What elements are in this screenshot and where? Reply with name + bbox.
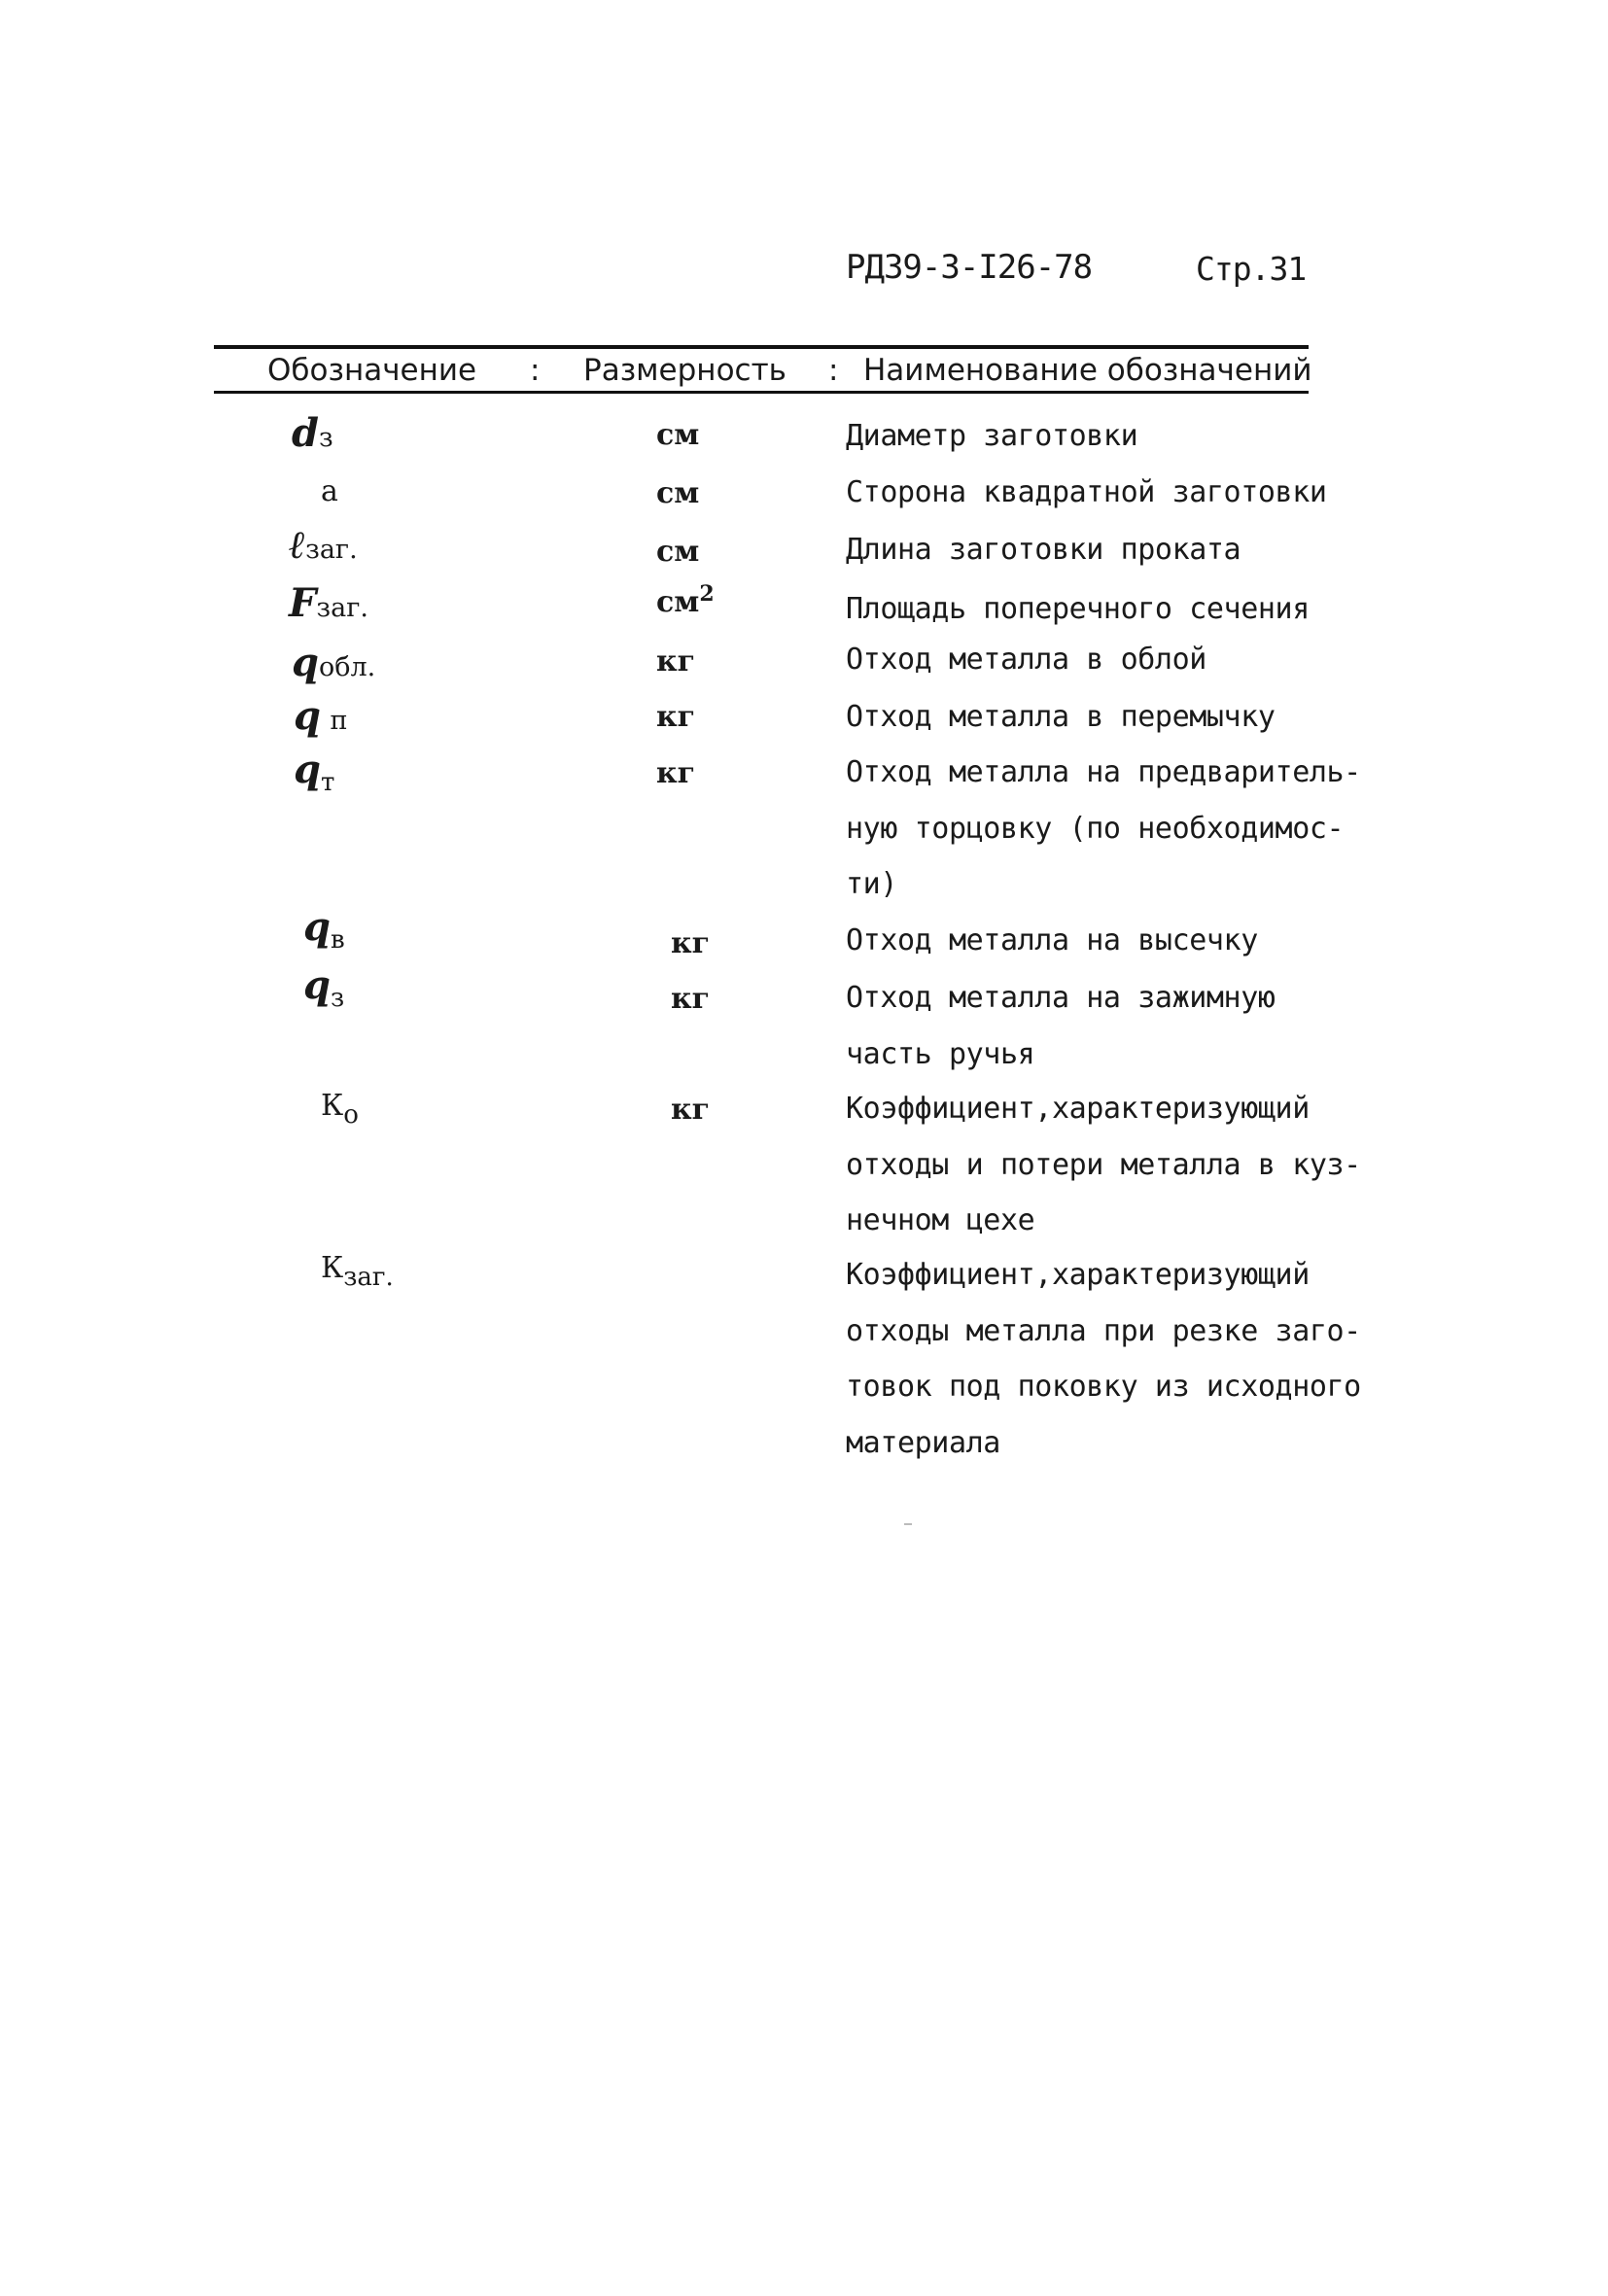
description-line: Площадь поперечного сечения bbox=[846, 592, 1310, 626]
description-line: Коэффициент,характеризующий bbox=[846, 1092, 1310, 1126]
description-line: ти) bbox=[846, 867, 897, 901]
description-line: Отход металла на предваритель- bbox=[846, 755, 1361, 789]
symbol-subscript: заг. bbox=[305, 535, 358, 565]
description-line: Отход металла в облой bbox=[846, 643, 1206, 677]
symbol-cell bbox=[289, 580, 368, 626]
symbol-cell bbox=[289, 522, 358, 568]
description-line: Коэффициент,характеризующий bbox=[846, 1258, 1310, 1292]
symbol-cell bbox=[292, 410, 333, 456]
unit-cell: кг bbox=[656, 644, 696, 678]
symbol-cell bbox=[303, 962, 344, 1013]
page-number: Стр.31 bbox=[1196, 250, 1307, 288]
symbol-cell bbox=[321, 474, 338, 508]
symbol-subscript: п bbox=[330, 706, 348, 736]
description-line: Сторона квадратной заготовки bbox=[846, 475, 1327, 509]
unit-cell: см bbox=[656, 535, 700, 569]
description-cell bbox=[846, 1247, 1390, 1471]
description-line: Отход металла на высечку bbox=[846, 923, 1258, 957]
symbol-letter: F bbox=[289, 580, 317, 626]
unit-cell bbox=[656, 581, 715, 619]
description-cell bbox=[846, 745, 1390, 913]
description-cell bbox=[846, 581, 1390, 638]
unit-cell: см bbox=[656, 418, 700, 452]
description-line: Длина заготовки проката bbox=[846, 533, 1241, 567]
column-header-name: Наименование обозначений bbox=[863, 353, 1312, 388]
symbol-letter: q bbox=[303, 904, 331, 950]
scan-speck bbox=[904, 1523, 912, 1525]
unit-cell: кг bbox=[671, 926, 711, 960]
table-top-rule bbox=[214, 345, 1309, 349]
description-cell bbox=[846, 689, 1390, 746]
column-header-dimension: Размерность bbox=[583, 353, 787, 388]
symbol-subscript: з bbox=[330, 984, 345, 1013]
symbol-cell bbox=[294, 747, 334, 797]
unit-cell: кг bbox=[671, 1093, 711, 1127]
description-cell bbox=[846, 522, 1390, 578]
description-line: часть ручья bbox=[846, 1036, 1035, 1071]
description-cell bbox=[846, 408, 1390, 465]
symbol-letter: ℓ bbox=[289, 522, 306, 568]
symbol-cell bbox=[321, 1251, 394, 1292]
table-header-rule bbox=[214, 391, 1309, 394]
unit-text: см bbox=[656, 585, 700, 619]
description-cell bbox=[846, 632, 1390, 688]
symbol-letter: q bbox=[294, 747, 321, 792]
symbol-cell bbox=[294, 693, 348, 739]
unit-cell: кг bbox=[671, 982, 711, 1016]
description-line: товок под поковку из исходного bbox=[846, 1370, 1361, 1404]
symbol-subscript: заг. bbox=[343, 1263, 394, 1292]
column-separator: : bbox=[828, 353, 839, 388]
description-cell bbox=[846, 1081, 1390, 1249]
unit-cell: см bbox=[656, 476, 700, 510]
column-header-symbol: Обозначение bbox=[267, 353, 477, 388]
symbol-cell bbox=[292, 640, 375, 685]
symbol-letter: q bbox=[294, 693, 321, 739]
description-line: Отход металла на зажимную bbox=[846, 981, 1276, 1015]
unit-cell: кг bbox=[656, 700, 696, 734]
description-line: материала bbox=[846, 1425, 1000, 1460]
description-line: ную торцовку (по необходимос- bbox=[846, 811, 1345, 846]
symbol-cell bbox=[303, 904, 345, 955]
symbol-letter: q bbox=[303, 962, 331, 1008]
description-cell bbox=[846, 465, 1390, 521]
description-cell bbox=[846, 970, 1390, 1082]
description-line: Отход металла в перемычку bbox=[846, 700, 1276, 734]
symbol-subscript: т bbox=[320, 768, 335, 797]
symbol-subscript: з bbox=[318, 423, 333, 453]
symbol-subscript: в bbox=[330, 925, 345, 955]
symbol-subscript: обл. bbox=[318, 652, 376, 682]
unit-exponent: 2 bbox=[699, 581, 715, 607]
symbol-subscript: заг. bbox=[316, 593, 368, 623]
description-cell bbox=[846, 913, 1390, 969]
symbol-subscript: о bbox=[343, 1100, 359, 1130]
document-code: РДЗ9-3-I26-78 bbox=[846, 248, 1093, 287]
symbol-letter: а bbox=[321, 474, 338, 508]
column-separator: : bbox=[530, 353, 541, 388]
symbol-letter: К bbox=[321, 1251, 344, 1285]
description-line: Диаметр заготовки bbox=[846, 419, 1138, 453]
description-line: нечном цехе bbox=[846, 1203, 1035, 1237]
unit-cell: кг bbox=[656, 756, 696, 790]
description-line: отходы и потери металла в куз- bbox=[846, 1147, 1361, 1182]
symbol-letter: d bbox=[292, 410, 319, 456]
description-line: отходы металла при резке заго- bbox=[846, 1313, 1361, 1348]
symbol-letter: К bbox=[321, 1089, 344, 1123]
symbol-letter: q bbox=[292, 640, 319, 685]
symbol-cell bbox=[321, 1089, 359, 1130]
